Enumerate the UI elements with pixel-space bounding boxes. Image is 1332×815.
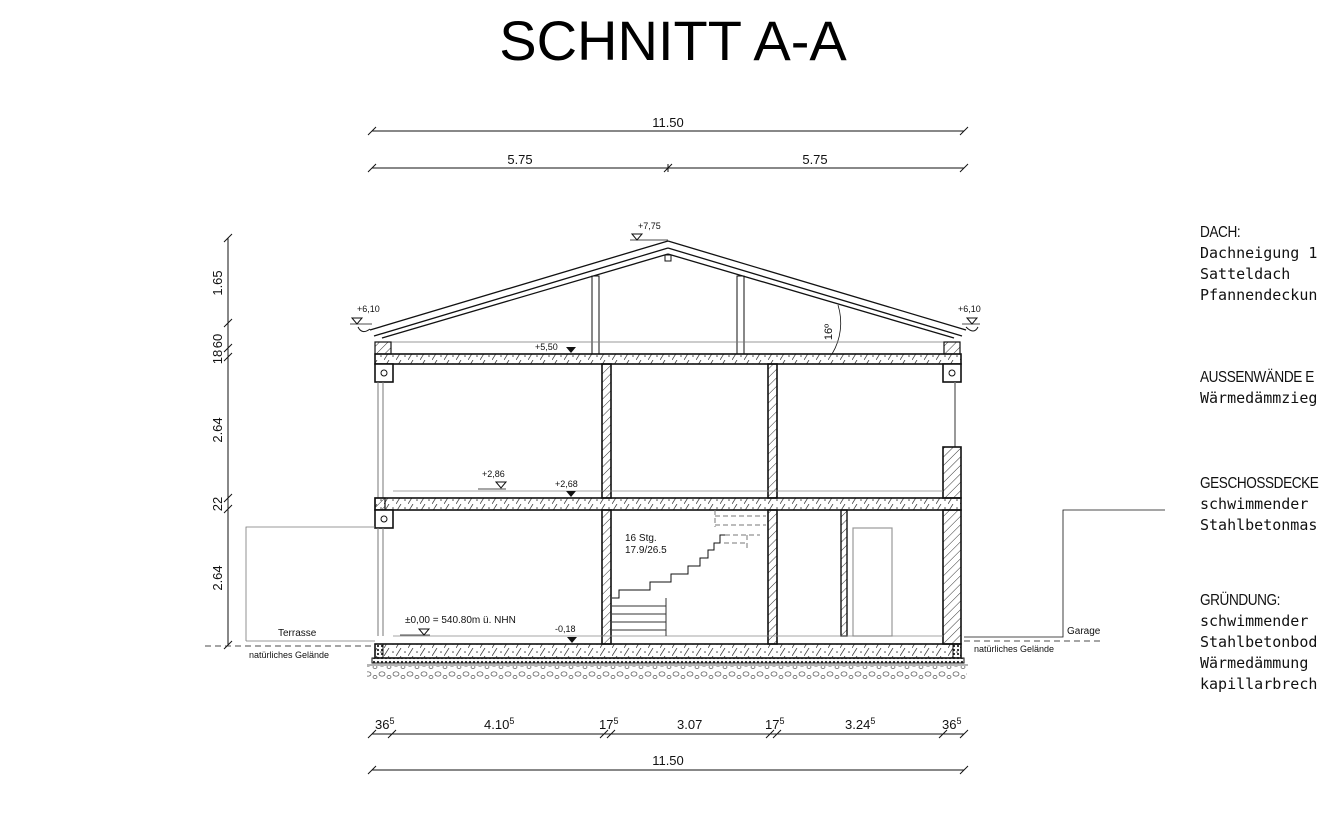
dim-bottom-3: $17^5$ (599, 716, 619, 732)
stairs-ratio: 17.9/26.5 (625, 545, 667, 556)
svg-text:±0,00 = 540.80m ü. NHN: ±0,00 = 540.80m ü. NHN (405, 615, 516, 626)
note-line: Stahlbetonmas (1200, 516, 1318, 534)
note-line: Dachneigung 1 (1200, 244, 1318, 262)
roof (358, 241, 978, 354)
roof-angle: 16º (823, 323, 835, 341)
top-dimension-chain (368, 127, 968, 172)
construction-notes (1200, 222, 1332, 695)
terrace-label: Terrasse (278, 628, 317, 639)
note-floor-slab (1200, 473, 1332, 536)
level-marker-reference (400, 615, 516, 635)
note-line: kapillarbrech (1200, 675, 1318, 693)
dim-v-ground: 2.64 (210, 565, 225, 591)
attic-slab (375, 342, 961, 382)
dim-v-upper: 2.64 (210, 417, 225, 443)
dim-v-roof: 1.65 (210, 270, 225, 296)
note-heading: GESCHOSSDECKE (1200, 475, 1319, 492)
terrain-left-label: natürliches Gelände (249, 650, 330, 660)
svg-text:+2,68: +2,68 (555, 479, 578, 489)
svg-text:+5,50: +5,50 (535, 342, 558, 352)
stairs-count: 16 Stg. (625, 533, 657, 544)
level-marker-attic (535, 342, 576, 353)
level-marker-ridge (630, 221, 668, 240)
terrain (205, 510, 1165, 646)
garage-label: Garage (1067, 626, 1101, 637)
dim-bottom-total: 11.50 (652, 753, 684, 768)
dim-top-left: 5.75 (507, 152, 533, 167)
dim-bottom-5: $17^5$ (765, 716, 785, 732)
level-marker-ground-slab (555, 624, 577, 643)
note-line: Stahlbetonbod (1200, 633, 1318, 651)
svg-text:+7,75: +7,75 (638, 221, 661, 231)
svg-text:+2,86: +2,86 (482, 469, 505, 479)
dim-top-total: 11.50 (652, 115, 684, 130)
drawing-title: SCHNITT A-A (499, 9, 847, 72)
note-line: schwimmender (1200, 495, 1309, 513)
dim-v-60: 60 (210, 333, 225, 349)
dim-bottom-1: $36^5$ (375, 716, 395, 732)
svg-text:-0,18: -0,18 (555, 624, 576, 634)
dim-v-18: 18 (210, 349, 225, 365)
svg-text:+6,10: +6,10 (958, 304, 981, 314)
note-exterior-walls (1200, 367, 1332, 409)
staircase (612, 510, 766, 636)
terrain-right-label: natürliches Gelände (974, 644, 1055, 654)
note-heading: AUSSENWÄNDE E (1200, 369, 1314, 386)
level-marker-eave-right (958, 304, 981, 324)
dim-bottom-2: 4.10$^5$ (484, 716, 515, 732)
svg-text:+6,10: +6,10 (357, 304, 380, 314)
note-line: Wärmedämmung (1200, 654, 1309, 672)
note-line: schwimmender (1200, 612, 1309, 630)
note-foundation (1200, 590, 1332, 695)
floor-slab (375, 498, 961, 528)
level-marker-upper-finished (555, 479, 578, 497)
note-line: Pfannendeckun (1200, 286, 1318, 304)
note-line: Satteldach (1200, 265, 1291, 283)
dim-top-right: 5.75 (802, 152, 828, 167)
dim-v-slab: 22 (210, 496, 225, 512)
level-marker-upper-raw (478, 469, 506, 489)
note-line: Wärmedämmzieg (1200, 389, 1318, 407)
upper-floor (378, 364, 961, 498)
dim-bottom-7: $36^5$ (942, 716, 962, 732)
note-heading: GRÜNDUNG: (1200, 592, 1281, 609)
level-marker-eave-left (350, 304, 380, 324)
note-roof (1200, 222, 1332, 306)
vertical-dimension-chain (224, 234, 232, 649)
foundation (367, 644, 968, 680)
dim-bottom-4: 3.07 (677, 717, 703, 732)
dim-bottom-6: 3.24$^5$ (845, 716, 876, 732)
note-heading: DACH: (1200, 224, 1241, 241)
